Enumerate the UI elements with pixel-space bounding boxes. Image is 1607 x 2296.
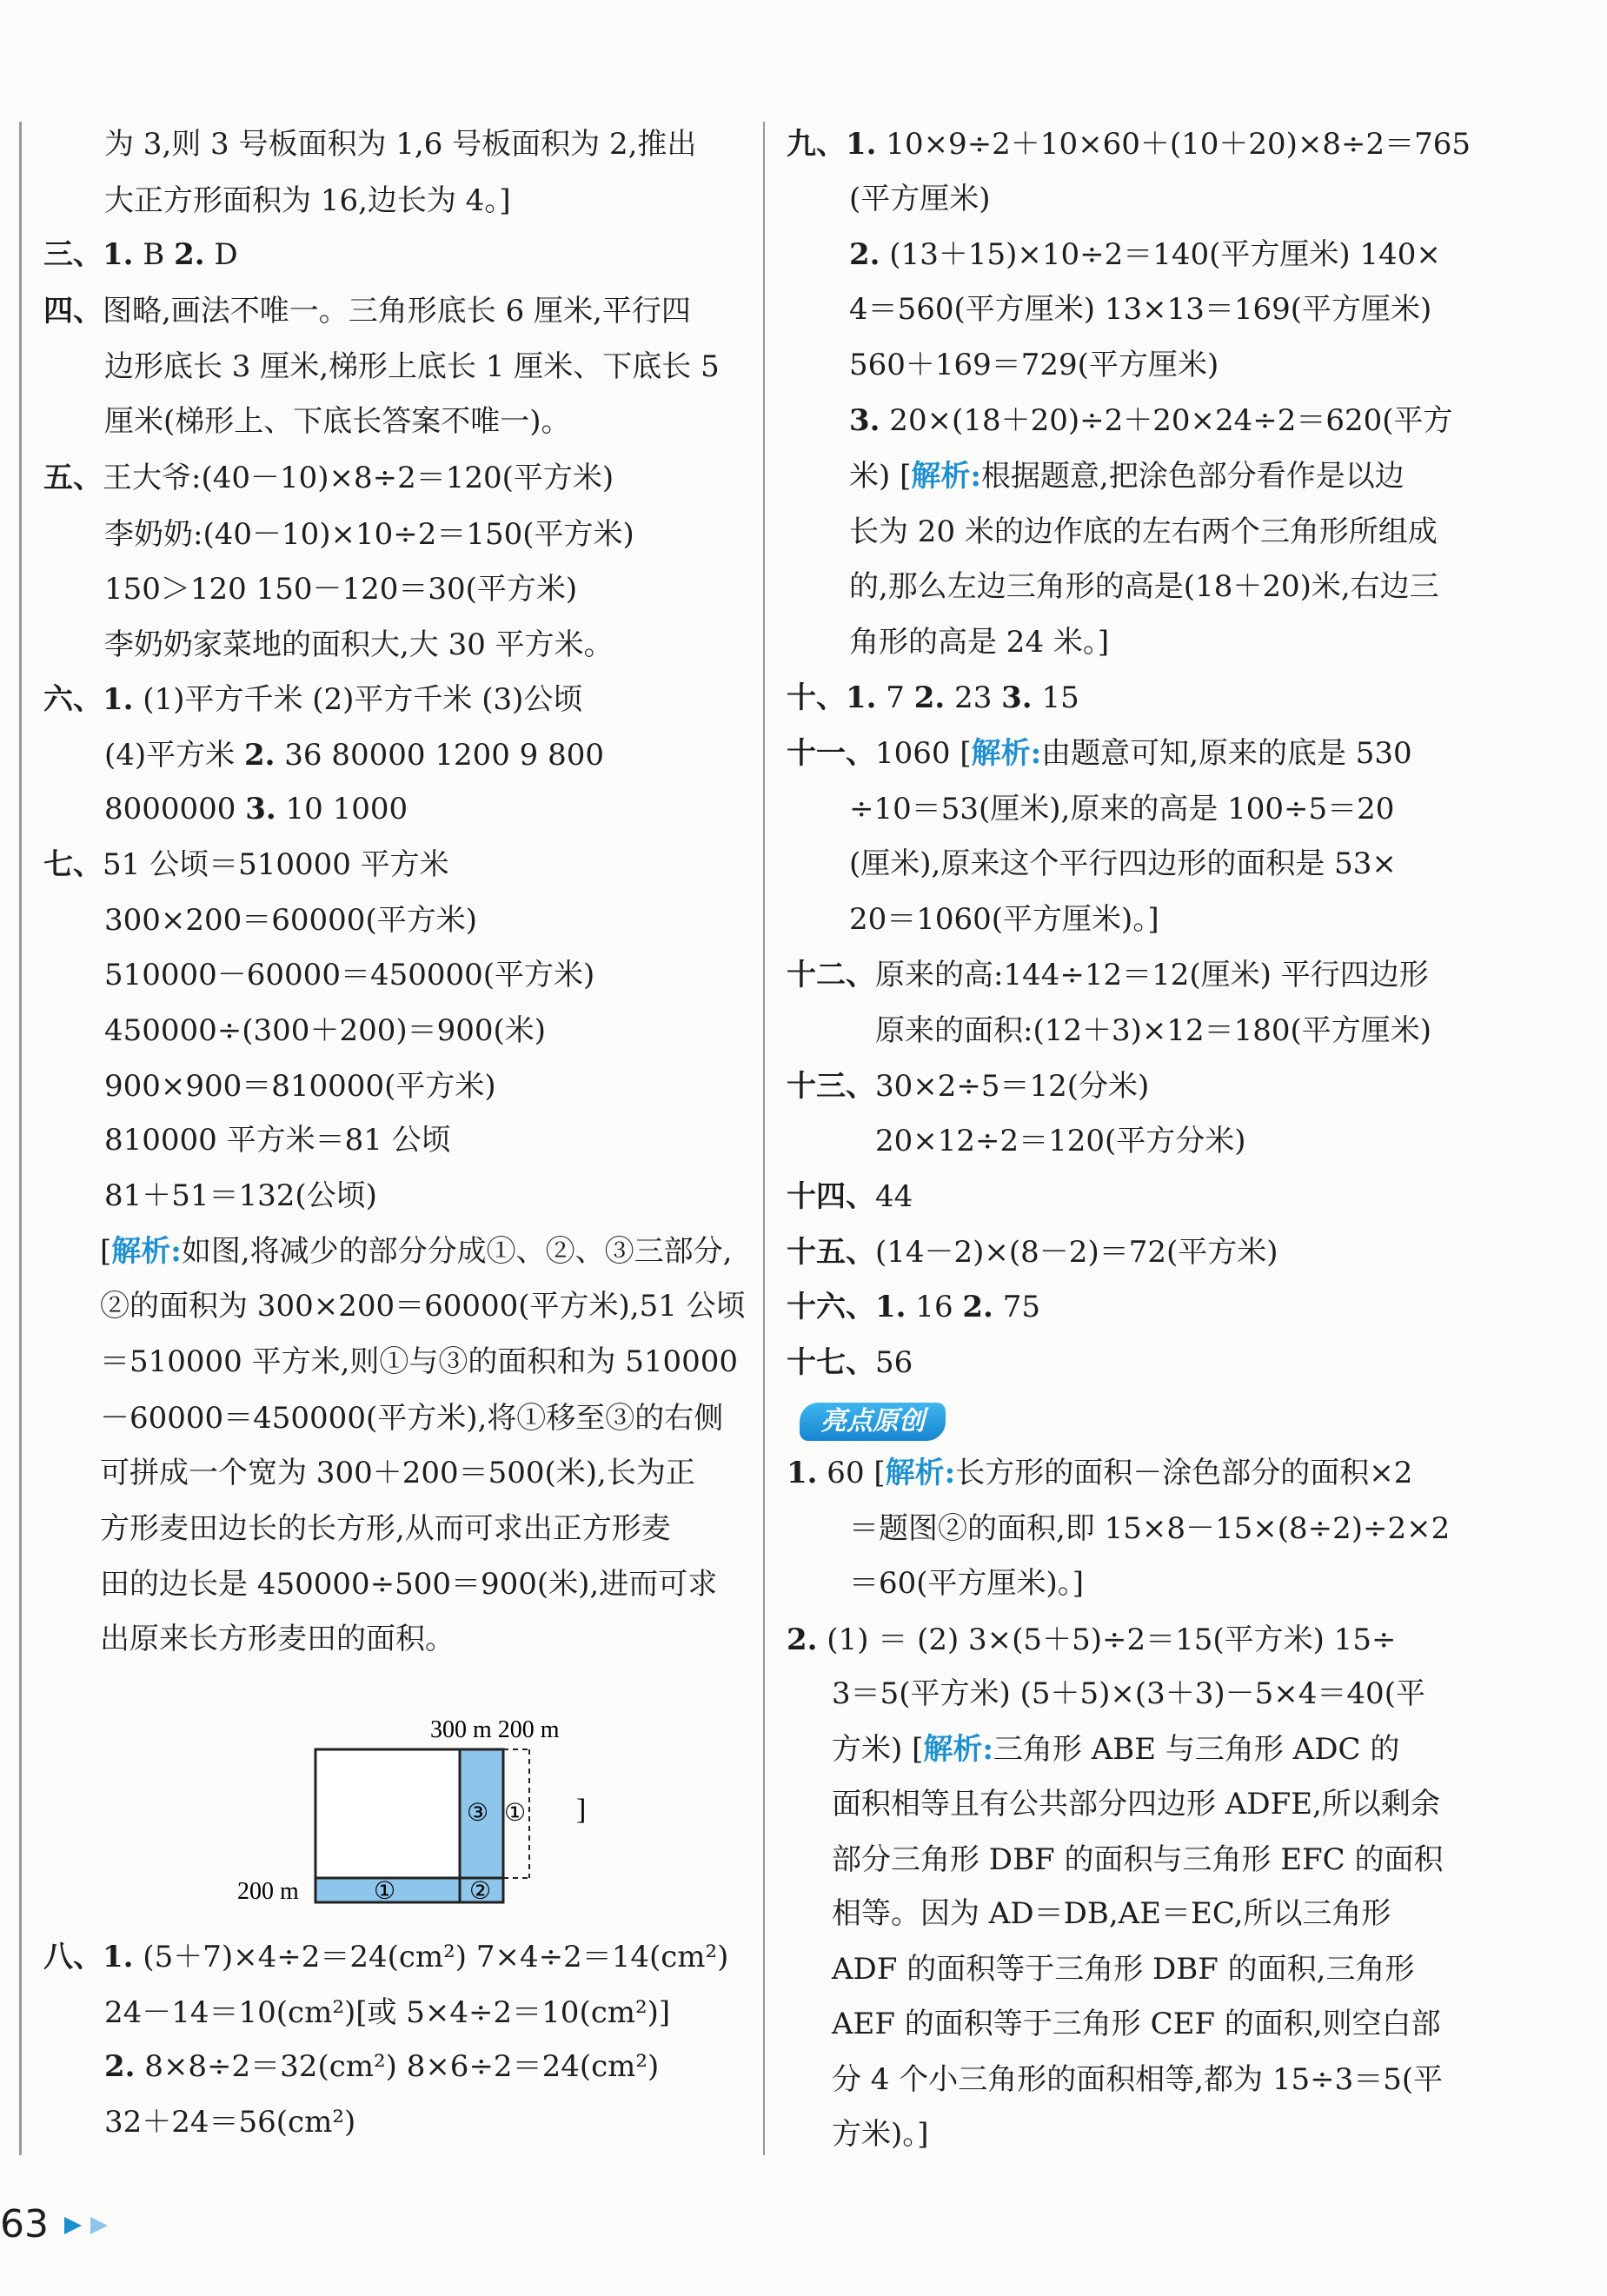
right-line bbox=[787, 735, 1412, 772]
answer-text: 8×8÷2＝32(cm²) 8×6÷2＝24(cm²) bbox=[135, 2049, 660, 2084]
right-line bbox=[832, 1895, 1391, 1932]
left-line bbox=[104, 737, 604, 773]
answer-text: (平方厘米) bbox=[849, 182, 991, 216]
item-number: 八、 bbox=[43, 1940, 103, 1974]
right-line bbox=[787, 126, 1471, 163]
right-line bbox=[787, 1344, 913, 1381]
answer-text: 36 80000 1200 9 800 bbox=[275, 738, 604, 773]
answer-text: 24－14＝10(cm²)[或 5×4÷2＝10(cm²)] bbox=[104, 1995, 671, 2030]
answer-text: 60 [ bbox=[817, 1456, 886, 1490]
answer-text: 方形麦田边长的长方形,从而可求出正方形麦 bbox=[100, 1511, 671, 1546]
right-line bbox=[849, 791, 1394, 827]
answer-text: 1060 [ bbox=[875, 736, 972, 771]
answer-text: 450000÷(300＋200)＝900(米) bbox=[104, 1013, 547, 1048]
analysis-label: 解析: bbox=[971, 736, 1042, 771]
right-line bbox=[832, 2006, 1441, 2042]
left-line bbox=[104, 902, 477, 939]
answer-text: 3＝5(平方米) (5＋5)×(3＋3)－5×4＝40(平 bbox=[832, 1676, 1425, 1711]
answer-text: (13＋15)×10÷2＝140(平方厘米) 140× bbox=[880, 237, 1441, 272]
answer-text: 王大爷:(40－10)×8÷2＝120(平方米) bbox=[103, 461, 614, 495]
item-number: 十、 bbox=[787, 680, 846, 715]
answer-text: ＝60(平方厘米)。] bbox=[849, 1566, 1085, 1601]
answer-text: (厘米),原来这个平行四边形的面积是 53× bbox=[849, 846, 1397, 881]
item-number: 九、 bbox=[787, 127, 846, 162]
right-line bbox=[849, 514, 1438, 550]
item-number: 1. bbox=[846, 127, 877, 162]
answer-text: 米) [ bbox=[849, 459, 912, 494]
item-number: 1. bbox=[846, 680, 877, 715]
answer-text: 81＋51＝132(公顷) bbox=[104, 1178, 377, 1213]
next-arrows-icon bbox=[64, 2214, 120, 2237]
right-line bbox=[832, 2116, 929, 2153]
answer-text: 51 公顷＝510000 平方米 bbox=[103, 847, 449, 882]
left-line bbox=[100, 1455, 695, 1491]
right-line bbox=[832, 1731, 1399, 1768]
answer-text: 由题意可知,原来的底是 530 bbox=[1041, 736, 1412, 771]
left-line bbox=[104, 1012, 546, 1049]
answer-text: 20×12÷2＝120(平方分米) bbox=[875, 1124, 1246, 1158]
item-number: 四、 bbox=[43, 294, 103, 328]
answer-text: ②的面积为 300×200＝60000(平方米),51 公顷 bbox=[100, 1289, 746, 1324]
figure-close-bracket: ] bbox=[576, 1794, 587, 1826]
left-line bbox=[104, 348, 720, 385]
item-number: 1. bbox=[103, 1940, 134, 1974]
left-line bbox=[104, 516, 634, 553]
answer-text: 10×9÷2＋10×60＋(10＋20)×8÷2＝765 bbox=[876, 127, 1471, 162]
answer-text: 56 bbox=[875, 1345, 913, 1380]
answer-text: 厘米(梯形上、下底长答案不唯一)。 bbox=[104, 404, 571, 439]
right-line bbox=[875, 1012, 1431, 1049]
answer-text: D bbox=[204, 237, 238, 272]
region-3-label: ③ bbox=[467, 1798, 489, 1827]
answer-text: 原来的高:144÷12＝12(厘米) 平行四边形 bbox=[875, 958, 1429, 992]
answer-text: 图略,画法不唯一。三角形底长 6 厘米,平行四 bbox=[103, 294, 691, 328]
figure-top-label: 300 m 200 m bbox=[430, 1716, 560, 1743]
answer-text: 长为 20 米的边作底的左右两个三角形所组成 bbox=[849, 514, 1438, 549]
left-line bbox=[104, 126, 696, 163]
answer-text: 边形底长 3 厘米,梯形上底长 1 厘米、下底长 5 bbox=[104, 349, 720, 384]
answer-text: 32＋24＝56(cm²) bbox=[104, 2105, 356, 2140]
answer-text: 长方形的面积－涂色部分的面积×2 bbox=[955, 1456, 1413, 1490]
answer-text: 根据题意,把涂色部分看作是以边 bbox=[980, 459, 1404, 494]
answer-text: [ bbox=[100, 1234, 112, 1269]
item-number: 十三、 bbox=[787, 1069, 875, 1104]
item-number: 2. bbox=[174, 237, 205, 272]
left-line bbox=[43, 846, 449, 883]
left-line bbox=[104, 1994, 670, 2031]
answer-text: 810000 平方米＝81 公顷 bbox=[104, 1123, 451, 1158]
answer-text: 20＝1060(平方厘米)。] bbox=[849, 902, 1159, 937]
answer-text: 面积相等且有公共部分四边形 ADFE,所以剩余 bbox=[832, 1787, 1440, 1822]
column-divider bbox=[763, 122, 765, 2155]
right-line bbox=[787, 1178, 913, 1215]
left-line bbox=[100, 1510, 671, 1547]
answer-text: 三角形 ABE 与三角形 ADC 的 bbox=[993, 1732, 1400, 1767]
right-line bbox=[832, 1676, 1425, 1712]
right-line bbox=[849, 458, 1404, 494]
answer-text: ADF 的面积等于三角形 DBF 的面积,三角形 bbox=[832, 1952, 1415, 1987]
item-number: 2. bbox=[104, 2049, 136, 2084]
analysis-label: 解析: bbox=[111, 1234, 182, 1269]
right-line bbox=[832, 1841, 1444, 1878]
answer-text: 8000000 bbox=[104, 792, 246, 826]
item-number: 3. bbox=[1001, 680, 1033, 715]
answer-text: 510000－60000＝450000(平方米) bbox=[104, 958, 595, 992]
item-number: 1. bbox=[875, 1290, 906, 1324]
answer-text: 田的边长是 450000÷500＝900(米),进而可求 bbox=[100, 1567, 718, 1602]
left-line bbox=[104, 571, 577, 607]
right-line bbox=[787, 1455, 1412, 1491]
right-line bbox=[832, 2061, 1443, 2098]
right-line bbox=[787, 1234, 1278, 1271]
answer-text: 部分三角形 DBF 的面积与三角形 EFC 的面积 bbox=[832, 1842, 1444, 1877]
right-line bbox=[849, 624, 1109, 660]
left-line bbox=[104, 2104, 355, 2140]
answer-text: 20×(18＋20)÷2＋20×24÷2＝620(平方 bbox=[880, 403, 1453, 438]
left-line bbox=[43, 293, 691, 329]
figure-left-label: 200 m bbox=[237, 1878, 299, 1905]
answer-text: 的,那么左边三角形的高是(18＋20)米,右边三 bbox=[849, 569, 1439, 604]
right-line bbox=[849, 568, 1439, 605]
item-number: 七、 bbox=[43, 847, 103, 882]
answer-text: (5＋7)×4÷2＝24(cm²) 7×4÷2＝14(cm²) bbox=[133, 1940, 729, 1974]
right-line bbox=[787, 1289, 1040, 1325]
right-line bbox=[787, 957, 1429, 993]
left-line bbox=[100, 1344, 738, 1380]
answer-text: 分 4 个小三角形的面积相等,都为 15÷3＝5(平 bbox=[832, 2062, 1444, 2097]
answer-text: 为 3,则 3 号板面积为 1,6 号板面积为 2,推出 bbox=[104, 127, 697, 162]
right-line bbox=[787, 1068, 1149, 1105]
right-line bbox=[849, 402, 1453, 439]
right-line bbox=[849, 236, 1441, 273]
answer-text: 出原来长方形麦田的面积。 bbox=[100, 1622, 455, 1656]
answer-text: (14－2)×(8－2)＝72(平方米) bbox=[875, 1235, 1278, 1270]
right-line bbox=[832, 1951, 1414, 1987]
right-line bbox=[849, 846, 1397, 882]
answer-text: (1)平方千米 (2)平方千米 (3)公顷 bbox=[133, 682, 583, 717]
item-number: 1. bbox=[787, 1456, 818, 1490]
answer-text: 可拼成一个宽为 300＋200＝500(米),长为正 bbox=[100, 1456, 695, 1490]
left-line bbox=[100, 1621, 455, 1657]
answer-text: 4＝560(平方厘米) 13×13＝169(平方厘米) bbox=[849, 292, 1432, 327]
answer-text: 10 1000 bbox=[276, 792, 408, 826]
left-line bbox=[104, 957, 594, 993]
right-line bbox=[787, 1622, 1396, 1658]
answer-text: 大正方形面积为 16,边长为 4。] bbox=[104, 183, 511, 218]
item-number: 3. bbox=[849, 403, 880, 438]
left-line bbox=[104, 791, 408, 827]
answer-text: 900×900＝810000(平方米) bbox=[104, 1069, 496, 1104]
left-line bbox=[100, 1233, 732, 1270]
item-number: 2. bbox=[913, 680, 946, 715]
answer-text: 李奶奶家菜地的面积大,大 30 平方米。 bbox=[104, 627, 614, 662]
left-margin-rule bbox=[19, 122, 22, 2155]
right-line bbox=[849, 347, 1219, 383]
analysis-label: 解析: bbox=[885, 1456, 956, 1490]
answer-text: 44 bbox=[875, 1179, 913, 1214]
answer-text: 75 bbox=[993, 1290, 1040, 1324]
answer-text: 150＞120 150－120＝30(平方米) bbox=[104, 572, 578, 607]
answer-text: 方米) [ bbox=[832, 1732, 924, 1767]
region-2-label: ② bbox=[469, 1876, 492, 1905]
answer-text: 原来的面积:(12＋3)×12＝180(平方厘米) bbox=[875, 1013, 1432, 1048]
answer-text: 相等。因为 AD＝DB,AE＝EC,所以三角形 bbox=[832, 1896, 1391, 1931]
right-line bbox=[849, 291, 1431, 328]
left-line bbox=[104, 403, 571, 440]
left-line bbox=[100, 1400, 723, 1437]
left-line bbox=[43, 1939, 728, 1975]
wheat-field-diagram bbox=[222, 1708, 604, 1916]
answer-text: ＝510000 平方米,则①与③的面积和为 510000 bbox=[100, 1344, 739, 1379]
item-number: 十四、 bbox=[787, 1179, 875, 1214]
left-line bbox=[100, 1288, 746, 1324]
left-line bbox=[43, 236, 238, 273]
item-number: 十一、 bbox=[787, 736, 875, 771]
left-line bbox=[104, 182, 511, 219]
answer-text: 16 bbox=[906, 1290, 963, 1324]
item-number: 十二、 bbox=[787, 958, 875, 992]
answer-text: 15 bbox=[1032, 680, 1079, 715]
item-number: 1. bbox=[103, 237, 134, 272]
left-line bbox=[104, 627, 614, 663]
answer-text: 方米)。] bbox=[832, 2117, 929, 2152]
page-number: 63 bbox=[0, 2202, 49, 2246]
item-number: 十六、 bbox=[787, 1290, 875, 1324]
answer-text: (1) ＝ (2) 3×(5＋5)÷2＝15(平方米) 15÷ bbox=[817, 1622, 1397, 1657]
item-number: 十七、 bbox=[787, 1345, 875, 1380]
item-number: 五、 bbox=[43, 461, 103, 495]
left-line bbox=[104, 1122, 451, 1158]
item-number: 2. bbox=[787, 1622, 818, 1657]
left-line bbox=[104, 1178, 377, 1214]
left-line bbox=[100, 1566, 717, 1603]
answer-text: 李奶奶:(40－10)×10÷2＝150(平方米) bbox=[104, 517, 634, 552]
answer-text: ＝题图②的面积,即 15×8－15×(8÷2)÷2×2 bbox=[849, 1511, 1451, 1546]
analysis-label: 解析: bbox=[911, 459, 981, 494]
answer-text: －60000＝450000(平方米),将①移至③的右侧 bbox=[100, 1401, 724, 1436]
item-number: 六、 bbox=[43, 682, 103, 717]
left-line bbox=[104, 2048, 659, 2085]
right-line bbox=[849, 181, 991, 217]
answer-text: 30×2÷5＝12(分米) bbox=[875, 1069, 1150, 1104]
answer-text: (4)平方米 bbox=[104, 738, 244, 773]
left-line bbox=[43, 460, 614, 496]
answer-text: 560＋169＝729(平方厘米) bbox=[849, 348, 1219, 382]
answer-text: 如图,将减少的部分分成①、②、③三部分, bbox=[181, 1234, 733, 1269]
wheat-field-figure bbox=[222, 1708, 604, 1920]
item-number: 3. bbox=[245, 792, 276, 826]
answer-text: 角形的高是 24 米。] bbox=[849, 625, 1110, 660]
item-number: 1. bbox=[103, 682, 134, 717]
right-line bbox=[849, 1510, 1450, 1547]
answer-text: 300×200＝60000(平方米) bbox=[104, 903, 477, 938]
right-line bbox=[787, 680, 1079, 716]
item-number: 2. bbox=[849, 237, 880, 272]
answer-text: 23 bbox=[945, 680, 1002, 715]
left-line bbox=[104, 1068, 496, 1105]
answer-text: 7 bbox=[876, 680, 914, 715]
highlight-original-badge: 亮点原创 bbox=[800, 1403, 946, 1441]
left-line bbox=[43, 681, 582, 718]
item-number: 2. bbox=[962, 1290, 993, 1324]
right-line bbox=[875, 1123, 1246, 1159]
analysis-label: 解析: bbox=[923, 1732, 993, 1767]
right-line bbox=[832, 1786, 1440, 1822]
region-1-label: ① bbox=[374, 1876, 396, 1905]
item-number: 三、 bbox=[43, 237, 103, 272]
answer-text: AEF 的面积等于三角形 CEF 的面积,则空白部 bbox=[832, 2007, 1441, 2041]
answer-text: ÷10＝53(厘米),原来的高是 100÷5＝20 bbox=[849, 792, 1395, 826]
moved-region-label: ① bbox=[504, 1798, 527, 1827]
item-number: 十五、 bbox=[787, 1235, 875, 1270]
answer-text: B bbox=[133, 237, 175, 272]
right-line bbox=[849, 1565, 1084, 1602]
right-line bbox=[849, 901, 1159, 938]
item-number: 2. bbox=[243, 738, 276, 773]
